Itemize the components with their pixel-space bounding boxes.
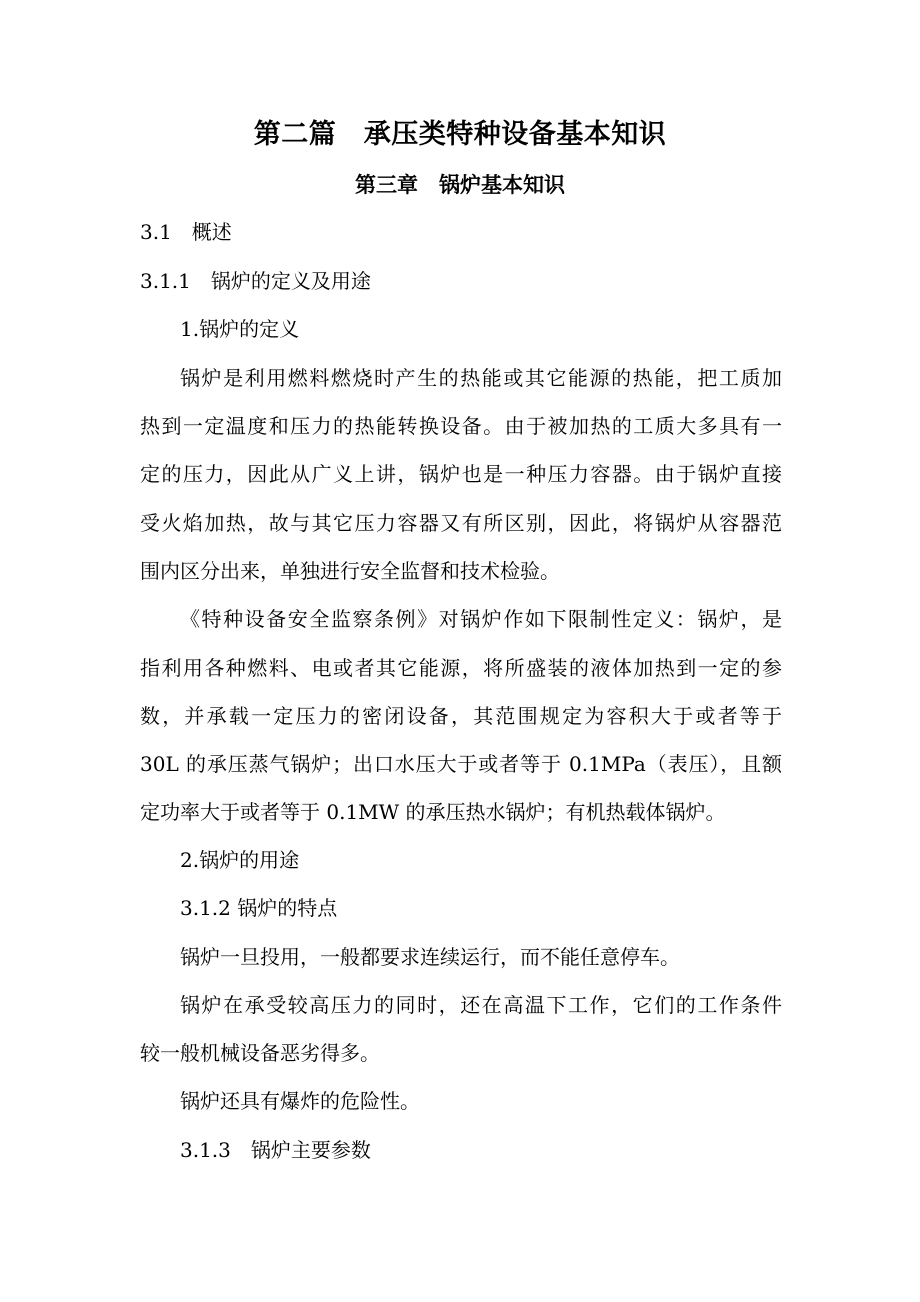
paragraph-line: 受火焰加热，故与其它压力容器又有所区别，因此，将锅炉从容器范 (140, 511, 782, 535)
paragraph-explosion-risk: 锅炉还具有爆炸的危险性。 (180, 1089, 420, 1113)
paragraph-line: 较一般机械设备恶劣得多。 (140, 1041, 380, 1065)
section-heading-3-1: 3.1 概述 (140, 220, 232, 244)
section-heading-3-1-1: 3.1.1 锅炉的定义及用途 (140, 269, 371, 293)
paragraph-continuous-operation: 锅炉一旦投用，一般都要求连续运行，而不能任意停车。 (180, 945, 680, 969)
section-heading-3-1-2: 3.1.2 锅炉的特点 (180, 896, 338, 920)
item-heading-definition: 1.锅炉的定义 (180, 317, 300, 341)
paragraph-line: 锅炉在承受较高压力的同时，还在高温下工作，它们的工作条件 (180, 993, 782, 1017)
paragraph-line: 定功率大于或者等于 0.1MW 的承压热水锅炉；有机热载体锅炉。 (140, 800, 726, 824)
paragraph-line: 锅炉是利用燃料燃烧时产生的热能或其它能源的热能，把工质加 (180, 366, 782, 390)
paragraph-line: 定的压力，因此从广义上讲，锅炉也是一种压力容器。由于锅炉直接 (140, 462, 782, 486)
paragraph-line: 30L 的承压蒸气锅炉；出口水压大于或者等于 0.1MPa（表压），且额 (140, 752, 782, 776)
item-heading-usage: 2.锅炉的用途 (180, 848, 300, 872)
paragraph-line: 热到一定温度和压力的热能转换设备。由于被加热的工质大多具有一 (140, 414, 782, 438)
section-heading-3-1-3: 3.1.3 锅炉主要参数 (180, 1138, 371, 1162)
paragraph-line: 《特种设备安全监察条例》对锅炉作如下限制性定义：锅炉，是 (180, 607, 782, 631)
chapter-title: 第三章 锅炉基本知识 (355, 172, 565, 197)
part-title: 第二篇 承压类特种设备基本知识 (253, 119, 667, 150)
paragraph-line: 指利用各种燃料、电或者其它能源，将所盛装的液体加热到一定的参 (140, 656, 782, 680)
paragraph-line: 围内区分出来，单独进行安全监督和技术检验。 (140, 559, 560, 583)
paragraph-line: 数，并承载一定压力的密闭设备，其范围规定为容积大于或者等于 (140, 704, 782, 728)
